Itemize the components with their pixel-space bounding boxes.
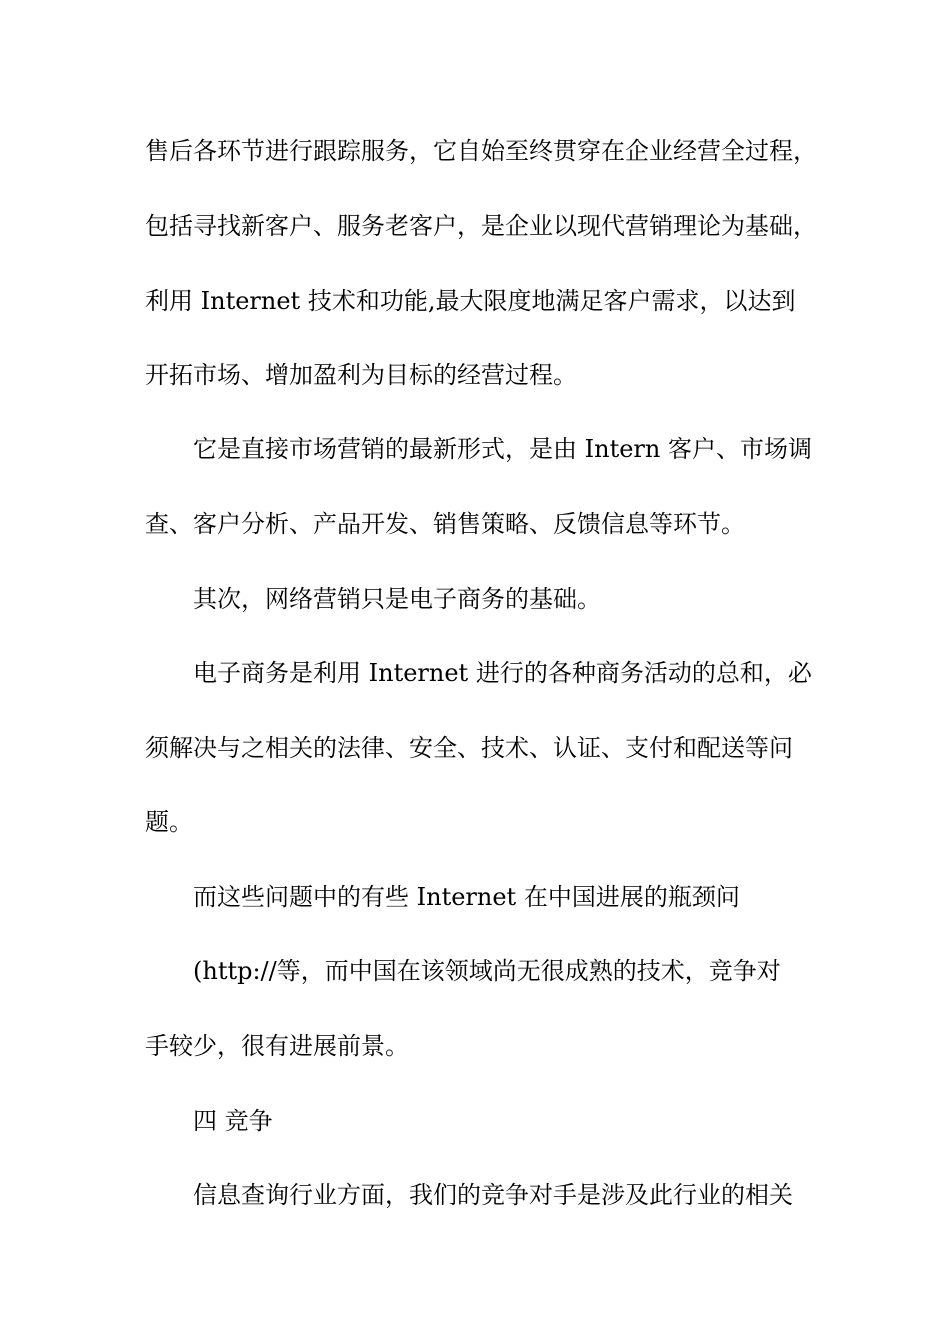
text-line-15: 信息查询行业方面，我们的竞争对手是涉及此行业的相关 xyxy=(193,1181,793,1209)
text-line-11: 而这些问题中的有些 Internet 在中国进展的瓶颈问 xyxy=(193,883,740,911)
text-line-12: (http://等，而中国在该领域尚无很成熟的技术，竞争对 xyxy=(193,957,781,985)
text-line-9: 须解决与之相关的法律、安全、技术、认证、支付和配送等问 xyxy=(145,734,793,762)
text-line-10: 题。 xyxy=(145,808,193,836)
text-line-6: 查、客户分析、产品开发、销售策略、反馈信息等环节。 xyxy=(145,510,745,538)
text-line-1: 售后各环节进行跟踪服务，它自始至终贯穿在企业经营全过程， xyxy=(145,137,817,165)
text-line-2: 包括寻找新客户、服务老客户，是企业以现代营销理论为基础， xyxy=(145,212,817,240)
text-line-7: 其次，网络营销只是电子商务的基础。 xyxy=(193,585,601,613)
text-line-5: 它是直接市场营销的最新形式，是由 Intern 客户、市场调 xyxy=(193,435,812,463)
text-line-8: 电子商务是利用 Internet 进行的各种商务活动的总和，必 xyxy=(193,659,812,687)
text-line-3: 利用 Internet 技术和功能,最大限度地满足客户需求，以达到 xyxy=(145,287,796,315)
section-heading: 四 竞争 xyxy=(193,1107,273,1135)
text-line-4: 开拓市场、增加盈利为目标的经营过程。 xyxy=(145,361,577,389)
text-line-13: 手较少，很有进展前景。 xyxy=(145,1032,409,1060)
